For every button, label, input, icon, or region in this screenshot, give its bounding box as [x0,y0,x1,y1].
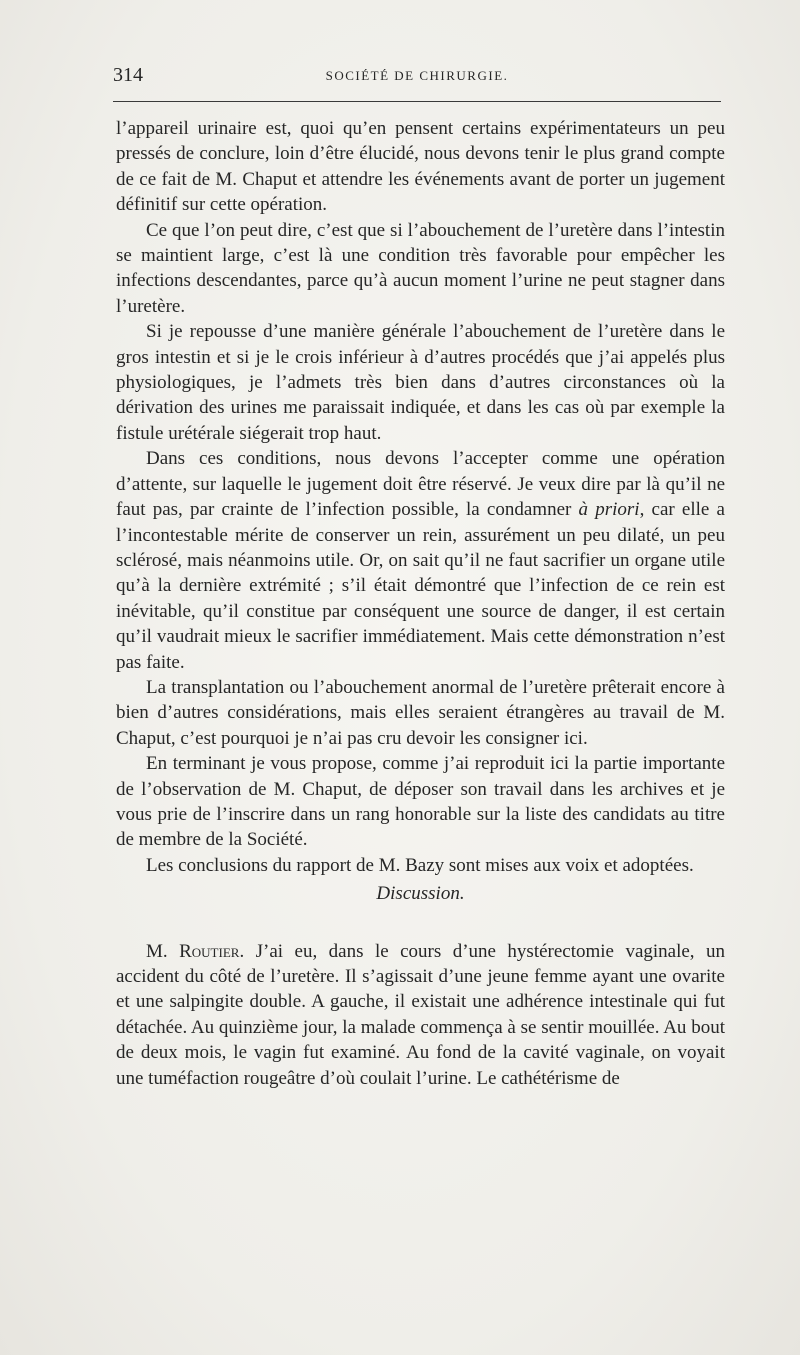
italic-a-priori: à priori [578,499,640,521]
paragraph-routier [116,939,725,1091]
paragraph-4 [116,446,725,675]
section-heading-discussion: Discussion. [376,883,465,905]
speaker-name: Routier [179,940,240,962]
speaker-prefix: M. [146,940,180,962]
paragraph-2: Ce que l’on peut dire, c’est que si l’abouchement de l’uretère dans l’intestin se maintient large, c’est là une condition très favorable pour empêcher les infections descendantes, parce qu’à aucun moment l’urine ne peut stagner dans l’uretère. [116,219,725,317]
body-text [116,116,725,1091]
running-head: SOCIÉTÉ DE CHIRURGIE. [325,68,509,83]
paragraph-3: Si je repousse d’une manière générale l’abouchement de l’uretère dans le gros intestin et si je le crois inférieur à d’autres procédés que j’ai appelés plus physiologiques, je l’admets très bien dans d’autres circonstances où la dérivation des urines me paraissait indiquée, et dans les cas où par exemple la fistule urétérale siégerait trop haut. [116,321,725,444]
paragraph-5: La transplantation ou l’abouchement anormal de l’uretère prêterait encore à bien d’autres considérations, mais elles seraient étrangères au travail de M. Chaput, c’est pourquoi je n’ai pas cru devoir les consigner ici. [116,676,725,749]
paragraph-4-part-2: , car elle a l’incontestable mérite de conserver un rein, assurément un peu dilaté, un peu sclérosé, mais néanmoins utile. Or, on sait qu’il ne faut sacrifier un organe utile qu’à la dernière extrémité ; s’il était démontré que l’infection de ce rein est inévitable, qu’il constitue par conséquent une source de danger, il est certain qu’il vaudrait mieux le sacrifier immédiatement. Mais cette démonstration n’est pas faite. [116,499,725,673]
paragraph-1: l’appareil urinaire est, quoi qu’en pensent certains expérimentateurs un peu pressés de conclure, loin d’être élucidé, nous devons tenir le plus grand compte de ce fait de M. Chaput et attendre les événements avant de porter un jugement définitif sur cette opération. [116,118,725,216]
page-number: 314 [113,64,143,86]
page-header [113,62,721,92]
paragraph-4-part-1: Dans ces conditions, nous devons l’accepter comme une opération d’attente, sur laquelle le jugement doit être réservé. Je veux dire par là qu’il ne faut pas, par crainte de l’infection possible, la condamner [116,448,725,521]
header-rule [113,101,721,102]
paragraph-7: Les conclusions du rapport de M. Bazy sont mises aux voix et adoptées. [146,854,694,876]
paragraph-routier-text: . J’ai eu, dans le cours d’une hystérectomie vaginale, un accident du côté de l’uretère. Il s’agissait d’une jeune femme ayant une ovarite et une salpingite double. A gauche, il existait une adhérence intestinale qui fut détachée. Au quinzième jour, la malade commença à se sentir mouillée. Au bout de deux mois, le vagin fut examiné. Au fond de la cavité vaginale, on voyait une tuméfaction rougeâtre d’où coulait l’urine. Le cathétérisme de [116,940,725,1089]
paragraph-6: En terminant je vous propose, comme j’ai reproduit ici la partie importante de l’observation de M. Chaput, de déposer son travail dans les archives et je vous prie de l’inscrire dans un rang honorable sur la liste des candidats au titre de membre de la Société. [116,753,725,851]
